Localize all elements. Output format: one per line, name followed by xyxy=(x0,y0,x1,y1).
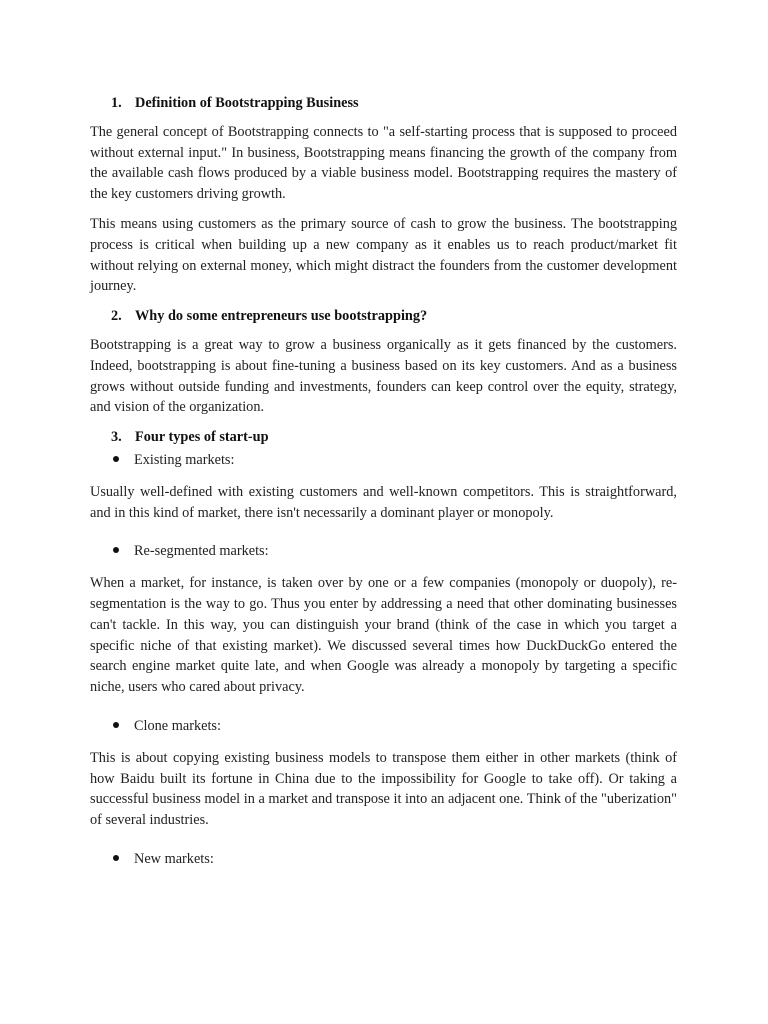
section-number: 3. xyxy=(111,429,122,446)
bullet-item-resegmented-markets xyxy=(90,541,677,562)
bullet-label: Clone markets: xyxy=(134,717,221,734)
paragraph: This is about copying existing business models to transpose them either in other markets (think of how Baidu built its fortune in China due to the impossibility for Google to take off). Or taking a successful business model in a market and transpose it into an adjacent one. Think of the "uberization" of several industries. xyxy=(90,749,677,829)
section-heading-why-bootstrapping xyxy=(90,306,677,327)
section-heading-four-types xyxy=(90,427,677,448)
paragraph: This means using customers as the primary source of cash to grow the business. The bootstrapping process is critical when building up a new company as it enables us to reach product/market fit without relying on external money, which might distract the founders from the customer development journey. xyxy=(90,215,677,295)
section-title: Definition of Bootstrapping Business xyxy=(135,95,359,111)
section-title: Four types of start-up xyxy=(135,429,269,446)
bullet-item-existing-markets xyxy=(90,450,677,471)
bullet-label: New markets: xyxy=(134,850,214,867)
bullet-icon xyxy=(113,547,119,553)
paragraph: When a market, for instance, is taken over by one or a few companies (monopoly or duopoly), re-segmentation is the way to go. Thus you enter by addressing a need that other dominating businesses can't tackle. In this way, you can distinguish your brand (think of the case in which you target a specific niche of that existing market). We discussed several times how DuckDuckGo entered the search engine market quite late, and when Google was already a monopoly by targeting a specific niche, users who cared about privacy. xyxy=(90,575,677,696)
bullet-icon xyxy=(113,722,119,728)
paragraph: Bootstrapping is a great way to grow a business organically as it gets financed by the customers. Indeed, bootstrapping is about fine-tuning a business based on its key customers. And as a business grows without outside funding and investments, founders can keep control over the equity, strategy, and vision of the organization. xyxy=(90,336,677,416)
paragraph: The general concept of Bootstrapping connects to "a self-starting process that is supposed to proceed without external input." In business, Bootstrapping means financing the growth of the company from the available cash flows produced by a viable business model. Bootstrapping requires the mastery of the key customers driving growth. xyxy=(90,123,677,203)
paragraph: Usually well-defined with existing customers and well-known competitors. This is straightforward, and in this kind of market, there isn't necessarily a dominant player or monopoly. xyxy=(90,483,677,521)
section-number: 1. xyxy=(111,95,122,111)
bullet-label: Re-segmented markets: xyxy=(134,543,269,560)
bullet-icon xyxy=(113,855,119,861)
bullet-item-clone-markets xyxy=(90,716,677,737)
section-title: Why do some entrepreneurs use bootstrapping? xyxy=(135,308,428,325)
bullet-label: Existing markets: xyxy=(134,451,235,468)
bullet-icon xyxy=(113,456,119,462)
section-number: 2. xyxy=(111,308,122,325)
bullet-item-new-markets xyxy=(90,849,677,870)
section-heading-definition xyxy=(90,93,677,114)
